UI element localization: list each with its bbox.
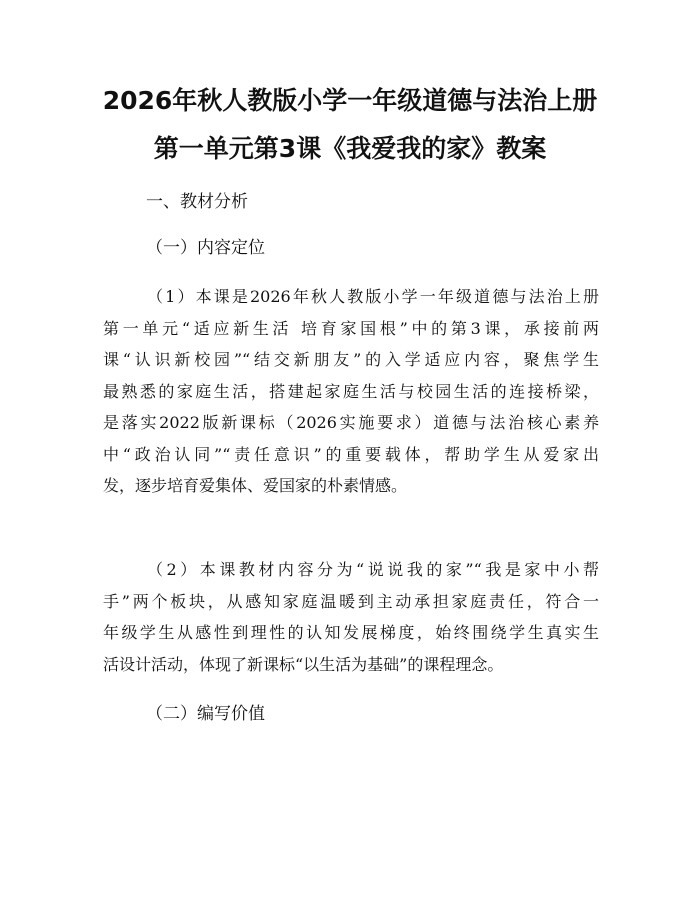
paragraph-1 [103, 281, 599, 502]
paragraph-line: （2）本课教材内容分为“说说我的家”“我是家中小帮 [147, 560, 599, 579]
paragraph-line: 手”两个板块，从感知家庭温暖到主动承担家庭责任，符合一 [103, 591, 599, 611]
paragraph-line: （1）本课是2026年秋人教版小学一年级道德与法治上册 [147, 287, 599, 306]
paragraph-2 [103, 554, 599, 680]
subsection-heading-content-positioning: （一）内容定位 [146, 238, 265, 258]
document-title-line-2: 第一单元第3课《我爱我的家》教案 [153, 134, 547, 163]
paragraph-line: 最熟悉的家庭生活，搭建起家庭生活与校园生活的连接桥梁， [103, 381, 599, 401]
paragraph-line: 是落实2022版新课标（2026实施要求）道德与法治核心素养 [103, 413, 599, 432]
paragraph-line: 活设计活动，体现了新课标“以生活为基础”的课程理念。 [103, 654, 504, 674]
section-heading-textbook-analysis: 一、教材分析 [146, 192, 248, 212]
paragraph-line: 年级学生从感性到理性的认知发展梯度，始终围绕学生真实生 [103, 623, 599, 642]
subsection-heading-writing-value: （二）编写价值 [146, 704, 265, 724]
paragraph-line: 第一单元“适应新生活 培育家国根”中的第3课，承接前两 [103, 318, 599, 338]
paragraph-line: 课“认识新校园”“结交新朋友”的入学适应内容，聚焦学生 [103, 350, 599, 369]
document-title-line-1: 2026年秋人教版小学一年级道德与法治上册 [102, 86, 598, 115]
paragraph-line: 中“政治认同”“责任意识”的重要载体，帮助学生从爱家出 [103, 444, 599, 464]
paragraph-line: 发，逐步培育爱集体、爱国家的朴素情感。 [103, 476, 408, 495]
